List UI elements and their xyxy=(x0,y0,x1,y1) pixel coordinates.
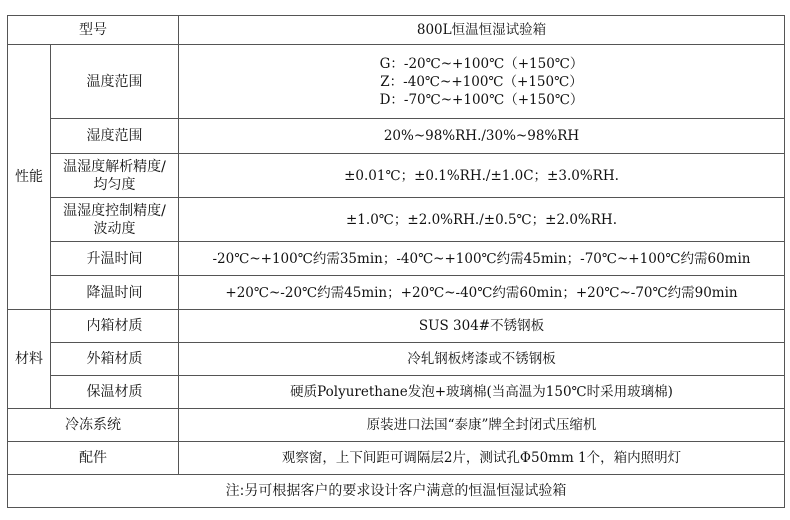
note-text: 注:另可根据客户的要求设计客户满意的恒温恒湿试验箱 xyxy=(8,475,785,508)
temp-range-value xyxy=(179,45,785,119)
control-row xyxy=(8,198,785,242)
model-value: 800L恒温恒湿试验箱 xyxy=(179,16,785,45)
cool-time-row xyxy=(8,276,785,310)
inner-material-row xyxy=(8,310,785,343)
spec-table xyxy=(7,15,785,508)
heat-time-row xyxy=(8,242,785,276)
temp-range-row xyxy=(8,45,785,119)
model-label: 型号 xyxy=(8,16,179,45)
heat-time-value: -20℃~+100℃约需35min；-40℃~+100℃约需45min；-70℃~+100℃约需60min xyxy=(179,242,785,276)
control-value: ±1.0℃；±2.0%RH./±0.5℃；±2.0%RH. xyxy=(179,198,785,242)
heat-time-label: 升温时间 xyxy=(51,242,179,276)
resolution-value: ±0.01℃；±0.1%RH./±1.0C；±3.0%RH. xyxy=(179,154,785,198)
inner-material-label: 内箱材质 xyxy=(51,310,179,343)
temp-range-label: 温度范围 xyxy=(51,45,179,119)
cool-time-value: +20℃~-20℃约需45min；+20℃~-40℃约需60min；+20℃~-70℃约需90min xyxy=(179,276,785,310)
outer-material-value: 冷轧钢板烤漆或不锈钢板 xyxy=(179,343,785,376)
resolution-label-line1: 温湿度解析精度/ xyxy=(63,158,166,175)
cool-time-label: 降温时间 xyxy=(51,276,179,310)
refrigeration-row xyxy=(8,409,785,442)
temp-range-line-z: Z：-40℃~+100℃（+150℃） xyxy=(380,73,583,90)
humidity-range-label: 湿度范围 xyxy=(51,119,179,154)
refrigeration-label: 冷冻系统 xyxy=(8,409,179,442)
insulation-label: 保温材质 xyxy=(51,376,179,409)
temp-range-line-d: D：-70℃~+100℃（+150℃） xyxy=(379,91,584,108)
accessories-label: 配件 xyxy=(8,442,179,475)
insulation-value: 硬质Polyurethane发泡+玻璃棉(当高温为150℃时采用玻璃棉) xyxy=(179,376,785,409)
humidity-range-row xyxy=(8,119,785,154)
resolution-label xyxy=(51,154,179,198)
accessories-row xyxy=(8,442,785,475)
inner-material-value: SUS 304#不锈钢板 xyxy=(179,310,785,343)
accessories-value: 观察窗，上下间距可调隔层2片，测试孔Φ50mm 1个，箱内照明灯 xyxy=(179,442,785,475)
resolution-label-line2: 均匀度 xyxy=(93,176,136,193)
group-performance: 性能 xyxy=(8,45,51,310)
group-materials: 材料 xyxy=(8,310,51,409)
control-label-line1: 温湿度控制精度/ xyxy=(63,202,166,219)
outer-material-label: 外箱材质 xyxy=(51,343,179,376)
humidity-range-value: 20%~98%RH./30%~98%RH xyxy=(179,119,785,154)
temp-range-line-g: G：-20℃~+100℃（+150℃） xyxy=(379,55,584,72)
resolution-row xyxy=(8,154,785,198)
note-row xyxy=(8,475,785,508)
outer-material-row xyxy=(8,343,785,376)
control-label xyxy=(51,198,179,242)
model-row xyxy=(8,16,785,45)
refrigeration-value: 原装进口法国“泰康”牌全封闭式压缩机 xyxy=(179,409,785,442)
insulation-row xyxy=(8,376,785,409)
control-label-line2: 波动度 xyxy=(93,220,136,237)
